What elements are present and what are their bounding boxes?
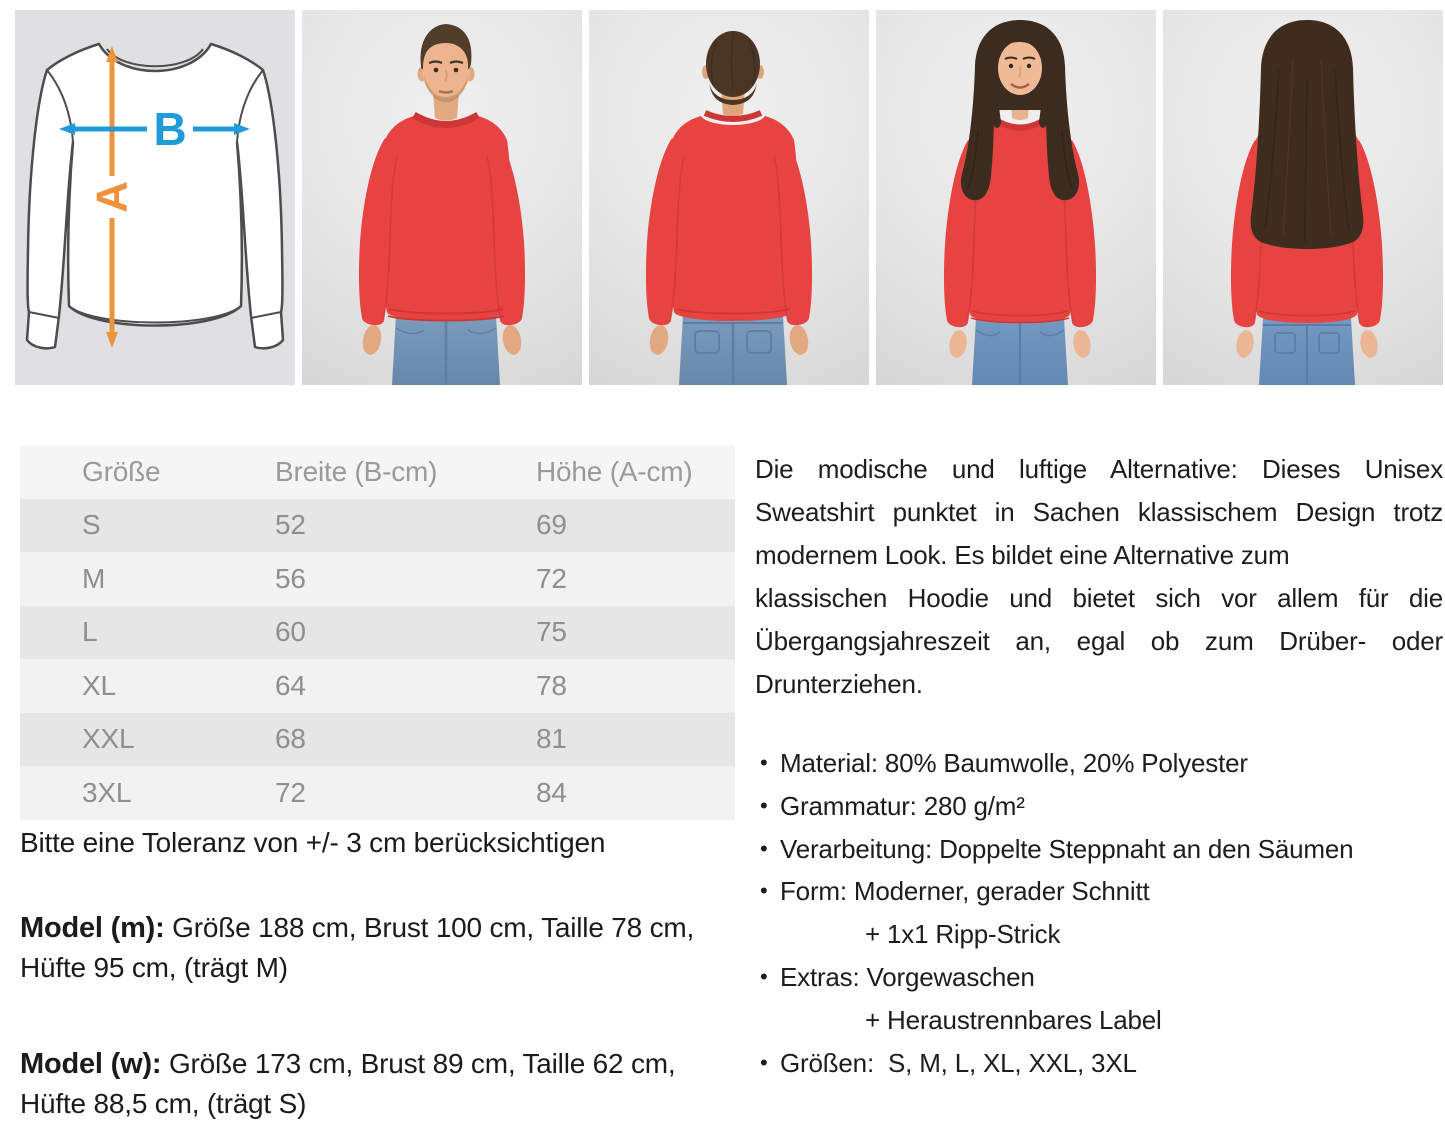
description-line: modernem Look. Es bildet eine Alternative zum — [755, 540, 1290, 570]
photo-woman-front — [876, 10, 1156, 385]
description-line: Sweatshirt punktet in Sachen klassischem Design trotz — [755, 497, 1443, 527]
product-description — [755, 448, 1443, 706]
feature-item-continuation — [755, 999, 1443, 1042]
size-cell: 3XL — [82, 776, 132, 808]
height-cell: 81 — [536, 723, 567, 755]
table-row — [20, 552, 735, 606]
model-w-text: Größe 173 cm, Brust 89 cm, Taille 62 cm, Hüfte 88,5 cm, (trägt S) — [20, 1047, 676, 1119]
width-cell: 72 — [275, 776, 306, 808]
description-line: klassischen Hoodie und bietet sich vor allem für die — [755, 583, 1443, 613]
man-back-illustration — [589, 10, 869, 385]
col-header-height: Höhe (A-cm) — [536, 455, 693, 487]
height-cell: 78 — [536, 669, 567, 701]
height-cell: 84 — [536, 776, 567, 808]
size-diagram-image — [15, 10, 295, 385]
height-label: A — [87, 181, 137, 213]
size-cell: L — [82, 616, 98, 648]
bullet-icon: • — [760, 792, 768, 818]
feature-text: + Heraustrennbares Label — [865, 1004, 1162, 1035]
model-m-label: Model (m): — [20, 911, 165, 944]
feature-item-continuation — [755, 913, 1443, 956]
feature-item — [755, 956, 1443, 999]
model-w-measurements — [20, 1044, 720, 1124]
model-w-label: Model (w): — [20, 1047, 162, 1080]
photo-man-front — [302, 10, 582, 385]
table-row — [20, 499, 735, 553]
height-cell: 69 — [536, 509, 567, 541]
feature-text: Größen: S, M, L, XL, XXL, 3XL — [780, 1047, 1137, 1078]
feature-text: Material: 80% Baumwolle, 20% Polyester — [780, 748, 1248, 778]
bullet-icon: • — [760, 835, 768, 861]
height-cell: 72 — [536, 562, 567, 594]
description-column — [755, 448, 1443, 1084]
size-table-header — [20, 445, 735, 499]
bullet-icon: • — [760, 750, 768, 775]
feature-item — [755, 870, 1443, 913]
size-cell: S — [82, 509, 101, 541]
size-info-column — [20, 445, 735, 1124]
feature-text: Grammatur: 280 g/m² — [780, 790, 1025, 821]
feature-text: Extras: Vorgewaschen — [780, 961, 1035, 992]
photo-woman-back — [1163, 10, 1443, 385]
woman-front-illustration — [876, 10, 1156, 385]
description-line: Drunterziehen. — [755, 669, 923, 699]
woman-back-illustration — [1163, 10, 1443, 385]
feature-text: Verarbeitung: Doppelte Steppnaht an den Säumen — [780, 833, 1354, 864]
table-row — [20, 713, 735, 767]
bullet-icon: • — [760, 963, 768, 989]
model-m-measurements — [20, 908, 720, 988]
feature-item — [755, 742, 1443, 785]
size-cell: M — [82, 562, 106, 594]
width-cell: 68 — [275, 723, 306, 755]
feature-list — [755, 742, 1443, 1084]
width-cell: 60 — [275, 616, 306, 648]
col-header-size: Größe — [82, 455, 161, 487]
description-line: Übergangsjahreszeit an, egal ob zum Drüber- oder — [755, 626, 1443, 656]
feature-text: Form: Moderner, gerader Schnitt — [780, 876, 1150, 907]
bullet-icon: • — [760, 878, 768, 904]
table-row — [20, 659, 735, 713]
tolerance-note: Bitte eine Toleranz von +/- 3 cm berücksichtigen — [20, 826, 606, 858]
height-cell: 75 — [536, 616, 567, 648]
width-label: B — [153, 103, 187, 155]
width-cell: 64 — [275, 669, 306, 701]
feature-item — [755, 1042, 1443, 1085]
width-cell: 56 — [275, 562, 306, 594]
feature-item — [755, 828, 1443, 871]
table-row — [20, 766, 735, 820]
size-cell: XL — [82, 669, 116, 701]
size-diagram — [15, 10, 295, 385]
width-cell: 52 — [275, 509, 306, 541]
man-front-illustration — [302, 10, 582, 385]
table-row — [20, 606, 735, 660]
feature-text: + 1x1 Ripp-Strick — [865, 919, 1061, 950]
size-cell: XXL — [82, 723, 135, 755]
bullet-icon: • — [760, 1049, 768, 1075]
description-line: Die modische und luftige Alternative: Dieses Unisex — [755, 454, 1443, 484]
sweatshirt-outline — [27, 44, 283, 348]
model-m-text: Größe 188 cm, Brust 100 cm, Taille 78 cm, Hüfte 95 cm, (trägt M) — [20, 911, 695, 983]
col-header-width: Breite (B-cm) — [275, 455, 438, 487]
feature-item — [755, 785, 1443, 828]
image-gallery — [15, 10, 1443, 385]
size-table — [20, 445, 735, 820]
photo-man-back — [589, 10, 869, 385]
